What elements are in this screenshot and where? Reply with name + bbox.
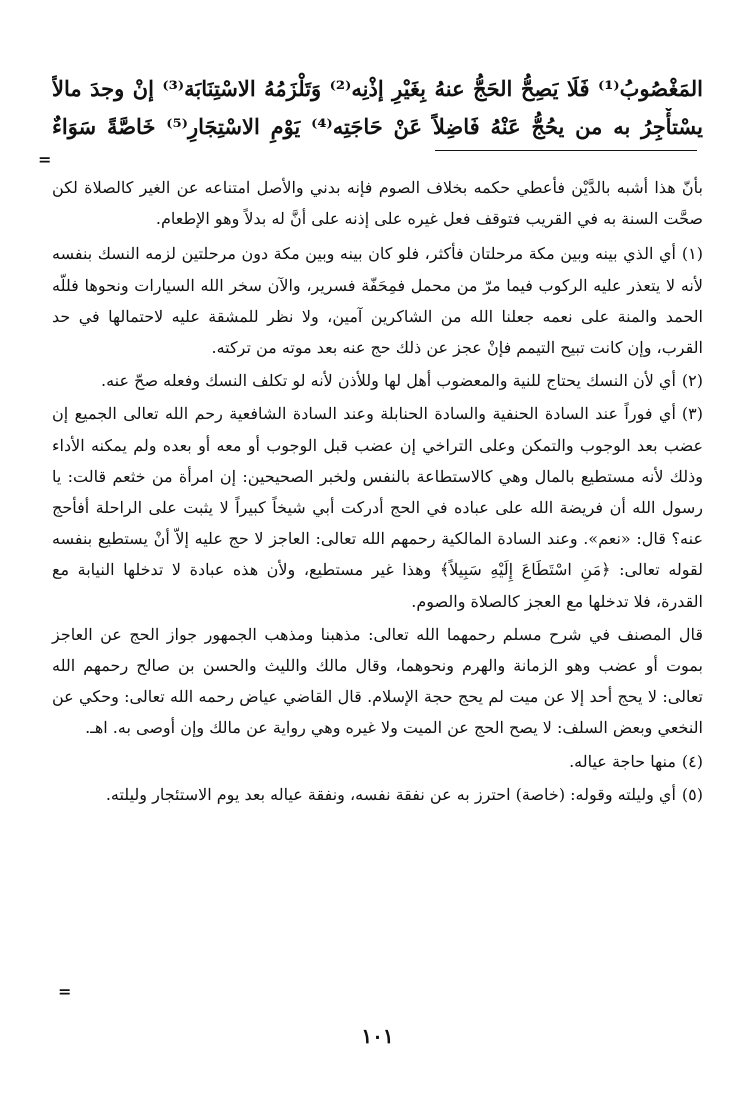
main-text-line: المَغْصُوبُ⁽¹⁾ فَلَا يَصِحُّ الحَجُّ عنهُ بِغَيْرِ إذْنِه⁽²⁾ وَتَلْزَمُهُ الاسْتِنَابَة⁽³⁾ إنْ وجدَ مالاً <box>52 76 703 101</box>
footnote-text: أي الذي بينه وبين مكة مرحلتان فأكثر، فلو كان بينه وبين مكة دون مرحلتين لزمه النسك بنفسه لأنه لا يتعذر عليه الركوب فيما مرّ من محمل فمِحَفّة فسرير، والآن سخر الله السيارات ونحوها فللّه الحمد والمنة على نعمه جعلنا الله من الشاكرين آمين، ولا نظر للمشقة عليه لاحتمالها في حد القرب، وإن كانت تبيح التيمم فإنْ عجز عن ذلك حج عنه بعد موته من تركته. <box>52 244 703 358</box>
page-number: ١٠١ <box>361 1024 394 1048</box>
footnote-5 <box>52 779 703 810</box>
footnote-number: (١) <box>681 244 703 264</box>
footnote-3-quote <box>52 619 703 744</box>
footnote-text: أي وليلته وقوله: (خاصة) احترز به عن نفقة نفسه، ونفقة عياله بعد يوم الاستئجار وليلته. <box>105 784 676 804</box>
main-text <box>52 70 703 146</box>
footnote-2 <box>52 365 703 396</box>
footnote-divider <box>435 150 697 151</box>
footnote-text: قال المصنف في شرح مسلم رحمهما الله تعالى: مذهبنا ومذهب الجمهور جواز الحج عن العاجز بموت أو عضب وهو الزمانة والهرم ونحوهما، وقال مالك والليث والحسن بن صالح رحمهم الله تعالى: لا يحج أحد إلا عن ميت لم يحج حجة الإسلام. قال القاضي عياض رحمه الله تعالى: وحكي عن النخعي وبعض السلف: لا يصح الحج عن الميت ولا غيره وهي رواية عن مالك وإن أوصى به. اهـ. <box>52 624 703 738</box>
main-text-line: يسْتأْجِرُ به من يحُجُّ عَنْهُ فَاضِلاً عَنْ حَاجَتِه⁽⁴⁾ يَوْمِ الاسْتِجَارِ⁽⁵⁾ خَاصَّةً سَوَاءٌ <box>52 114 703 139</box>
continuation-mark-top: = <box>38 150 52 169</box>
footnote-number: (٥) <box>681 784 703 804</box>
footnote-4 <box>52 746 703 777</box>
continuation-mark-bottom: = <box>58 982 72 1001</box>
footnote-text: منها حاجة عياله. <box>569 751 676 771</box>
footnote-number: (٤) <box>681 751 703 771</box>
footnote-number: (٣) <box>681 404 703 424</box>
footnote-3 <box>52 398 703 616</box>
footnote-1 <box>52 238 703 363</box>
footnote-continuation: بأنّ هذا أشبه بالدَّيْن فأعطي حكمه بخلاف الصوم فإنه بدني والأصل امتناعه عن الغير كالصلاة لكن صحَّت السنة به في القريب فتوقف فعل غيره على إذنه على أنَّ له بدلاً وهو الإطعام. <box>52 178 703 229</box>
footnote-number: (٢) <box>681 371 703 391</box>
footnotes <box>52 172 703 812</box>
footnote-text: أي فوراً عند السادة الحنفية والسادة الحنابلة وعند السادة الشافعية رحم الله تعالى الجميع إن عضب بعد الوجوب والتمكن وعلى التراخي إن عضب قبل الوجوب أو معه أو بعده ولم يمكنه الأداء وذلك لأنه مستطيع بالمال وهي كالاستطاعة بالنفس ولخبر الصحيحين: إن امرأة من خثعم قالت: يا رسول الله أن فريضة الله على عباده في الحج أدركت أبي شيخاً كبيراً لا يثبت على الراحلة أفأحج عنه؟ قال: «نعم». وعند السادة المالكية رحمهم الله تعالى: العاجز لا حج عليه إلاّ أنْ يستطيع بنفسه لقوله تعالى: ﴿مَنِ اسْتَطَاعَ إِلَيْهِ سَبِيلاً﴾ وهذا غير مستطيع، ولأن هذه عبادة لا تدخلها النيابة مع القدرة، فلا تدخلها مع العجز كالصلاة والصوم. <box>52 404 704 611</box>
footnote-text: أي لأن النسك يحتاج للنية والمعضوب أهل لها وللأذن لأنه لو تكلف النسك وفعله صحّ عنه. <box>101 371 676 391</box>
